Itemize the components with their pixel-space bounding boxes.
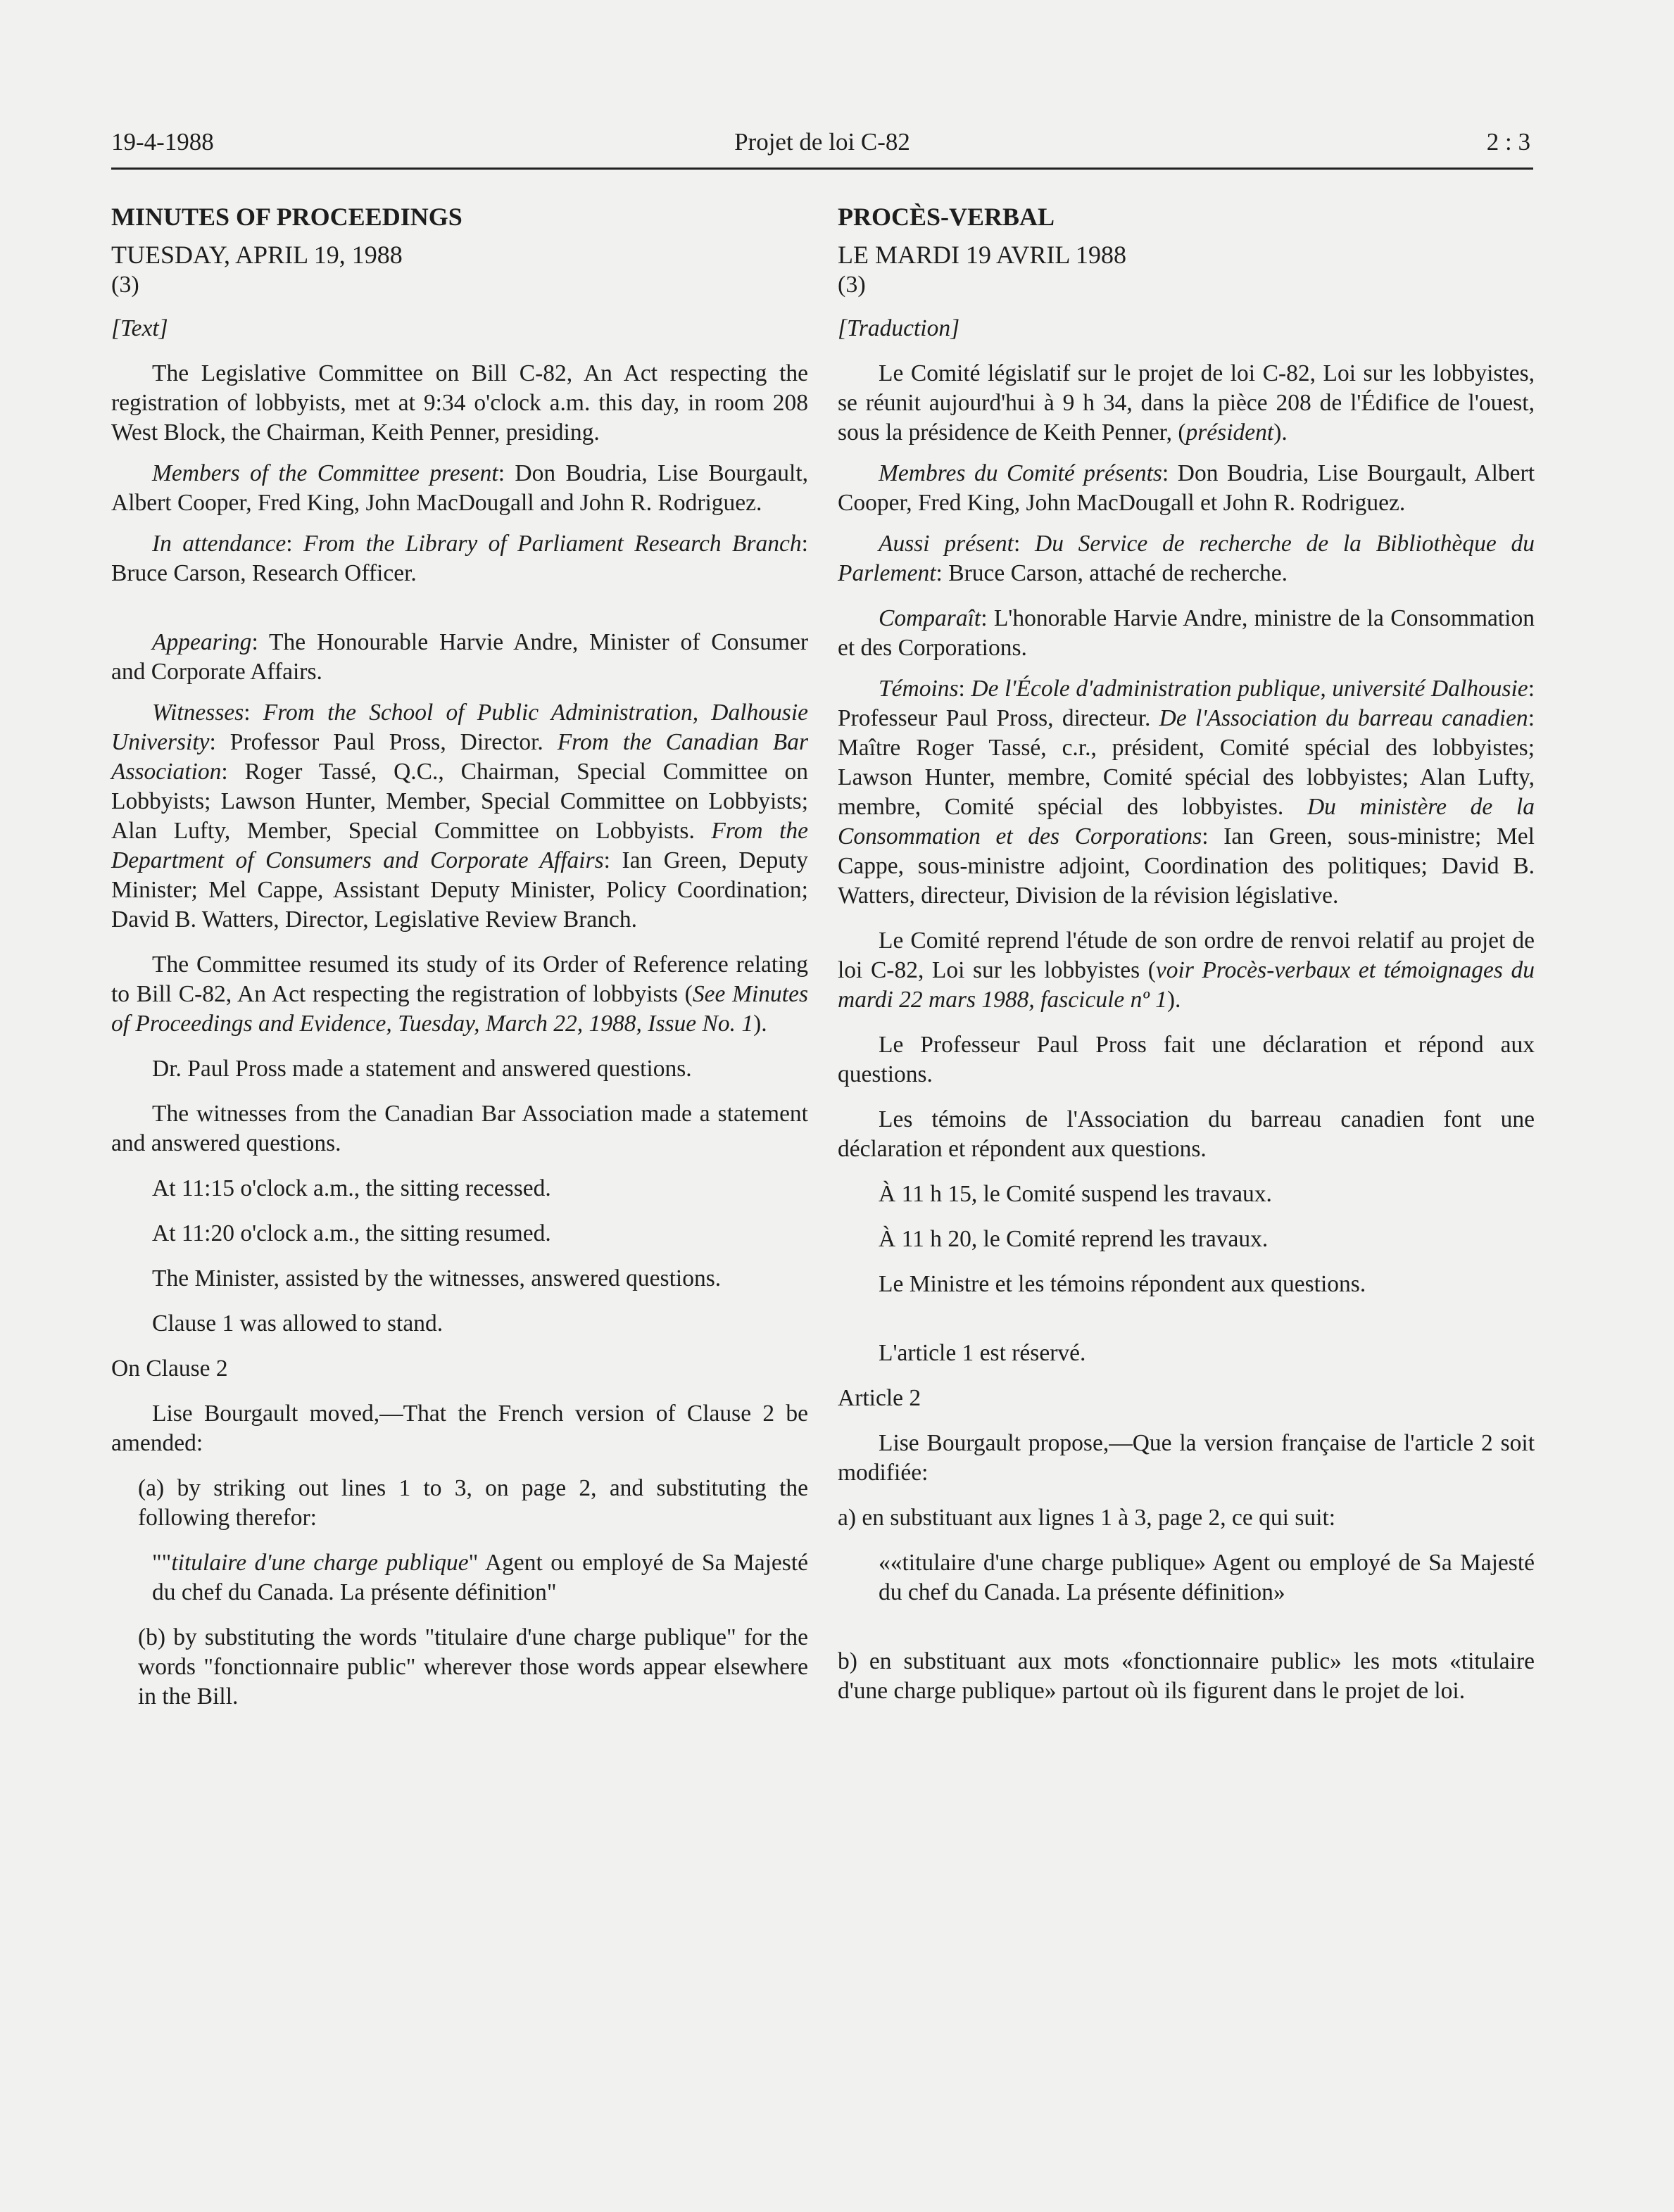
english-attendance-from: From the Library of Parliament Research Branch <box>303 531 802 557</box>
french-appearing-label: Comparaît <box>879 605 981 631</box>
english-number: (3) <box>111 272 139 298</box>
english-members-paragraph <box>111 459 808 518</box>
english-resumed-paragraph <box>111 950 808 1039</box>
french-on-clause2: Article 2 <box>838 1385 921 1411</box>
french-number: (3) <box>838 272 866 298</box>
english-attendance-label: In attendance <box>152 531 287 557</box>
french-appearing-text: : L'honorable Harvie Andre, ministre de la Consommation et des Corporations. <box>838 605 1535 661</box>
english-appearing-text: : The Honourable Harvie Andre, Minister of Consumer and Corporate Affairs. <box>111 629 808 685</box>
english-on-clause2: On Clause 2 <box>111 1355 228 1382</box>
french-attendance-text: : Bruce Carson, attaché de recherche. <box>936 560 1288 586</box>
french-heading: PROCÈS-VERBAL <box>838 203 1055 231</box>
english-witness-2-from: From the Canadian Bar Association <box>111 729 809 785</box>
english-clause1-paragraph: Clause 1 was allowed to stand. <box>152 1310 443 1336</box>
english-quote-open: "" <box>152 1550 172 1576</box>
english-resumed-text-a: The Committee resumed its study of its Order of Reference relating to Bill C-82, An Act respecting the registration of lobbyists ( <box>111 952 808 1007</box>
english-appearing-label: Appearing <box>152 629 252 655</box>
english-amendment-a: (a) by striking out lines 1 to 3, on page 2, and substituting the following therefor: <box>138 1475 808 1531</box>
french-clause1-paragraph: L'article 1 est réservé. <box>879 1340 1086 1366</box>
english-cba-paragraph: The witnesses from the Canadian Bar Association made a statement and answered questions. <box>111 1101 808 1156</box>
french-appearing-paragraph <box>838 604 1535 663</box>
french-attendance-sep: : <box>1013 531 1035 557</box>
french-members-label: Membres du Comité présents <box>879 460 1162 486</box>
english-witnesses-sep: : <box>244 700 263 726</box>
english-amendment-b: (b) by substituting the words "titulaire d'une charge publique" for the words "fonctionnaire public" wherever those words appear elsewhere in the Bill. <box>138 1624 808 1709</box>
english-quote-term: titulaire d'une charge publique <box>171 1550 469 1576</box>
english-quoted-definition <box>111 1548 808 1607</box>
page-header <box>111 125 1533 170</box>
english-resumed-text-b: ). <box>753 1011 767 1037</box>
english-members-label: Members of the Committee present <box>152 460 498 486</box>
english-minister-paragraph: The Minister, assisted by the witnesses, answered questions. <box>152 1265 722 1291</box>
french-attendance-paragraph <box>838 529 1535 588</box>
english-witness-1-from: From the School of Public Administration, Dalhousie University <box>111 700 808 755</box>
french-text-label: [Traduction] <box>838 315 960 341</box>
header-page-number: 2 : 3 <box>1486 128 1530 156</box>
english-opening-paragraph: The Legislative Committee on Bill C-82, An Act respecting the registration of lobbyists, met at 9:34 o'clock a.m. this day, in room 208 West Block, the Chairman, Keith Penner, presiding. <box>111 360 808 445</box>
english-recess-paragraph: At 11:15 o'clock a.m., the sitting recessed. <box>152 1175 551 1201</box>
english-witnesses-paragraph <box>111 698 808 935</box>
english-witness-2: : Roger Tassé, Q.C., Chairman, Special Committee on Lobbyists; Lawson Hunter, Member, Special Committee on Lobbyists; Alan Lufty, Member, Special Committee on Lobbyists. <box>111 759 808 844</box>
french-members-text: : Don Boudria, Lise Bourgault, Albert Cooper, Fred King, John MacDougall et John R. Rodriguez. <box>838 460 1535 516</box>
french-cba-paragraph: Les témoins de l'Association du barreau canadien font une déclaration et répondent aux questions. <box>838 1106 1535 1162</box>
french-witnesses-sep: : <box>958 676 971 702</box>
english-witness-1: : Professor Paul Pross, Director. <box>209 729 558 755</box>
english-moved-paragraph: Lise Bourgault moved,—That the French version of Clause 2 be amended: <box>111 1401 808 1456</box>
english-text-label: [Text] <box>111 315 168 341</box>
french-resumed-paragraph <box>838 926 1535 1015</box>
french-witnesses-paragraph <box>838 674 1535 911</box>
french-witness-3-from: Du ministère de la Consommation et des Corporations <box>838 794 1535 849</box>
french-quoted-definition: ««titulaire d'une charge publique» Agent ou employé de Sa Majesté du chef du Canada. La présente définition» <box>879 1550 1535 1605</box>
french-resume-paragraph: À 11 h 20, le Comité reprend les travaux. <box>879 1226 1269 1252</box>
header-date: 19-4-1988 <box>111 128 214 156</box>
english-heading: MINUTES OF PROCEEDINGS <box>111 203 462 231</box>
english-attendance-text: : Bruce Carson, Research Officer. <box>111 531 808 586</box>
french-opening-text-b: ). <box>1273 419 1288 445</box>
french-witness-2: : Maître Roger Tassé, c.r., président, Comité spécial des lobbyistes; Lawson Hunter, membre, Comité spécial des lobbyistes; Alan Lufty, membre, Comité spécial des lobbyistes. <box>838 705 1535 820</box>
english-quote-rest: " Agent ou employé de Sa Majesté du chef du Canada. La présente définition" <box>152 1550 808 1605</box>
french-column <box>838 201 1535 1706</box>
french-members-paragraph <box>838 459 1535 518</box>
french-witnesses-label: Témoins <box>879 676 959 702</box>
english-attendance-sep: : <box>286 531 303 557</box>
english-column <box>111 201 808 1712</box>
english-resumed-reference: See Minutes of Proceedings and Evidence, Tuesday, March 22, 1988, Issue No. 1 <box>111 981 808 1037</box>
english-appearing-paragraph <box>111 628 808 687</box>
french-resumed-reference: voir Procès-verbaux et témoignages du mardi 22 mars 1988, fascicule nº 1 <box>838 957 1535 1013</box>
french-opening-president: président <box>1185 419 1274 445</box>
french-amendment-a: a) en substituant aux lignes 1 à 3, page 2, ce qui suit: <box>838 1505 1336 1531</box>
header-title: Projet de loi C-82 <box>734 128 910 156</box>
english-resume-paragraph: At 11:20 o'clock a.m., the sitting resumed. <box>152 1220 551 1246</box>
french-date: LE MARDI 19 AVRIL 1988 <box>838 241 1127 269</box>
french-opening-paragraph <box>838 359 1535 448</box>
english-witness-3-from: From the Department of Consumers and Corporate Affairs <box>111 818 808 873</box>
french-pross-paragraph: Le Professeur Paul Pross fait une déclaration et répond aux questions. <box>838 1032 1535 1087</box>
english-witness-3: : Ian Green, Deputy Minister; Mel Cappe, Assistant Deputy Minister, Policy Coordination; David B. Watters, Director, Legislative Review Branch. <box>111 847 809 933</box>
french-resumed-text-a: Le Comité reprend l'étude de son ordre de renvoi relatif au projet de loi C-82, Loi sur les lobbyistes ( <box>838 928 1535 983</box>
french-amendment-b: b) en substituant aux mots «fonctionnaire public» les mots «titulaire d'une charge publique» partout où ils figurent dans le projet de loi. <box>838 1648 1535 1704</box>
french-witness-1: : Professeur Paul Pross, directeur. <box>838 676 1535 731</box>
english-members-text: : Don Boudria, Lise Bourgault, Albert Cooper, Fred King, John MacDougall and John R. Rodriguez. <box>111 460 808 516</box>
french-moved-paragraph: Lise Bourgault propose,—Que la version française de l'article 2 soit modifiée: <box>838 1430 1535 1486</box>
french-attendance-from: Du Service de recherche de la Bibliothèque du Parlement <box>838 531 1535 586</box>
english-witnesses-label: Witnesses <box>152 700 244 726</box>
french-recess-paragraph: À 11 h 15, le Comité suspend les travaux. <box>879 1181 1272 1207</box>
english-pross-paragraph: Dr. Paul Pross made a statement and answered questions. <box>152 1056 692 1082</box>
french-minister-paragraph: Le Ministre et les témoins répondent aux questions. <box>879 1271 1366 1297</box>
english-date: TUESDAY, APRIL 19, 1988 <box>111 241 403 269</box>
french-witness-3: : Ian Green, sous-ministre; Mel Cappe, sous-ministre adjoint, Coordination des politiques; David B. Watters, directeur, Division de la révision législative. <box>838 823 1535 909</box>
french-attendance-label: Aussi présent <box>879 531 1014 557</box>
french-witness-1-from: De l'École d'administration publique, université Dalhousie <box>971 676 1528 702</box>
english-attendance-paragraph <box>111 529 808 588</box>
french-witness-2-from: De l'Association du barreau canadien <box>1159 705 1528 731</box>
french-opening-text-a: Le Comité législatif sur le projet de loi C-82, Loi sur les lobbyistes, se réunit aujourd'hui à 9 h 34, dans la pièce 208 de l'Édifice de l'ouest, sous la présidence de Keith Penner, ( <box>838 360 1535 445</box>
french-resumed-text-b: ). <box>1166 987 1181 1013</box>
